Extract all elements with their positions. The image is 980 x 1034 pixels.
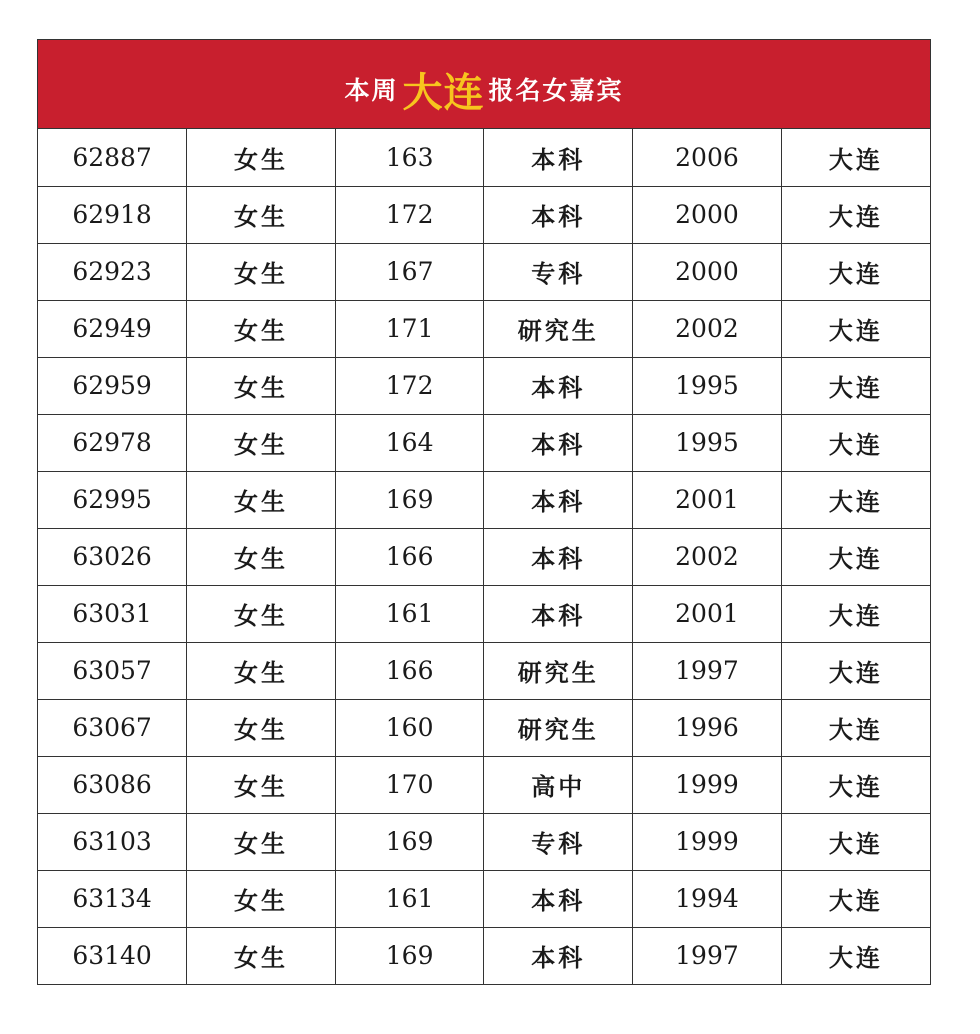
cell-city: 大连 — [781, 129, 930, 186]
cell-height: 169 — [335, 813, 484, 870]
cell-height: 172 — [335, 186, 484, 243]
cell-birth-year: 2001 — [633, 585, 782, 642]
cell-gender: 女生 — [187, 585, 336, 642]
cell-gender: 女生 — [187, 186, 336, 243]
cell-id: 63140 — [38, 927, 187, 984]
guest-table-body — [38, 129, 930, 984]
title-suffix: 报名女嘉宾 — [488, 76, 624, 105]
cell-education: 研究生 — [484, 300, 633, 357]
cell-gender: 女生 — [187, 642, 336, 699]
cell-city: 大连 — [781, 585, 930, 642]
cell-city: 大连 — [781, 243, 930, 300]
cell-id: 62918 — [38, 186, 187, 243]
cell-birth-year: 1997 — [633, 642, 782, 699]
cell-height: 166 — [335, 528, 484, 585]
cell-id: 63086 — [38, 756, 187, 813]
cell-id: 63103 — [38, 813, 187, 870]
cell-education: 专科 — [484, 813, 633, 870]
cell-height: 166 — [335, 642, 484, 699]
cell-city: 大连 — [781, 414, 930, 471]
cell-birth-year: 2000 — [633, 243, 782, 300]
cell-gender: 女生 — [187, 870, 336, 927]
cell-education: 专科 — [484, 243, 633, 300]
cell-gender: 女生 — [187, 927, 336, 984]
cell-id: 62887 — [38, 129, 187, 186]
cell-city: 大连 — [828, 944, 883, 973]
cell-gender: 女生 — [187, 813, 336, 870]
cell-education: 本科 — [484, 414, 633, 471]
cell-birth-year: 1995 — [633, 414, 782, 471]
cell-height: 171 — [335, 300, 484, 357]
cell-education: 本科 — [484, 129, 633, 186]
cell-education: 本科 — [484, 357, 633, 414]
cell-birth-year: 2002 — [633, 300, 782, 357]
cell-birth-year: 1994 — [633, 870, 782, 927]
cell-height: 172 — [335, 357, 484, 414]
table-row — [38, 471, 930, 528]
table-row — [38, 357, 930, 414]
title-banner — [38, 40, 930, 129]
cell-gender: 女生 — [187, 756, 336, 813]
cell-city: 大连 — [781, 186, 930, 243]
cell-gender: 女生 — [187, 243, 336, 300]
cell-id: 62995 — [38, 471, 187, 528]
cell-gender: 女生 — [187, 414, 336, 471]
cell-city: 大连 — [781, 528, 930, 585]
cell-id: 63057 — [38, 642, 187, 699]
cell-education: 本科 — [484, 186, 633, 243]
cell-education: 本科 — [484, 528, 633, 585]
cell-id: 63134 — [38, 870, 187, 927]
cell-height: 161 — [335, 585, 484, 642]
cell-city: 大连 — [781, 870, 930, 927]
cell-height: 160 — [335, 699, 484, 756]
cell-id: 62923 — [38, 243, 187, 300]
cell-city: 大连 — [781, 756, 930, 813]
cell-birth-year: 1996 — [633, 699, 782, 756]
table-row — [38, 243, 930, 300]
cell-education: 高中 — [484, 756, 633, 813]
cell-gender: 女生 — [187, 471, 336, 528]
cell-height: 170 — [335, 756, 484, 813]
table-row — [38, 813, 930, 870]
cell-education: 本科 — [484, 471, 633, 528]
table-row — [38, 642, 930, 699]
cell-education: 研究生 — [484, 642, 633, 699]
table-row — [38, 186, 930, 243]
cell-birth-year: 1995 — [633, 357, 782, 414]
cell-height: 167 — [335, 243, 484, 300]
cell-education: 本科 — [484, 585, 633, 642]
cell-id: 63026 — [38, 528, 187, 585]
table-row — [38, 585, 930, 642]
table-row — [38, 300, 930, 357]
cell-height: 169 — [335, 927, 484, 984]
cell-gender: 女生 — [187, 528, 336, 585]
cell-city: 大连 — [781, 642, 930, 699]
cell-birth-year: 1999 — [633, 813, 782, 870]
cell-birth-year: 1999 — [633, 756, 782, 813]
cell-height: 161 — [335, 870, 484, 927]
cell-education: 研究生 — [484, 699, 633, 756]
cell-birth-year: 2006 — [633, 129, 782, 186]
guest-table — [38, 129, 930, 984]
table-row — [38, 699, 930, 756]
table-row — [38, 927, 930, 984]
cell-gender: 女生 — [187, 129, 336, 186]
cell-city: 大连 — [781, 300, 930, 357]
cell-birth-year: 2001 — [633, 471, 782, 528]
cell-id: 62978 — [38, 414, 187, 471]
table-row — [38, 756, 930, 813]
cell-height: 163 — [335, 129, 484, 186]
cell-gender: 女生 — [187, 357, 336, 414]
cell-id: 63067 — [38, 699, 187, 756]
cell-city: 大连 — [781, 699, 930, 756]
title-prefix: 本周 — [344, 76, 399, 105]
cell-birth-year: 2002 — [633, 528, 782, 585]
cell-education: 本科 — [484, 927, 633, 984]
cell-birth-year: 2000 — [633, 186, 782, 243]
cell-education: 本科 — [484, 870, 633, 927]
table-row — [38, 414, 930, 471]
cell-id: 62959 — [38, 357, 187, 414]
table-row — [38, 528, 930, 585]
cell-gender: 女生 — [187, 300, 336, 357]
table-row — [38, 129, 930, 186]
title-city-highlight: 大连 — [402, 69, 485, 116]
cell-city: 大连 — [781, 471, 930, 528]
cell-city: 大连 — [781, 813, 930, 870]
cell-birth-year: 1997 — [633, 927, 782, 984]
cell-id: 63031 — [38, 585, 187, 642]
guest-table-sheet — [37, 39, 931, 985]
table-row — [38, 870, 930, 927]
cell-gender: 女生 — [187, 699, 336, 756]
cell-id: 62949 — [38, 300, 187, 357]
cell-height: 169 — [335, 471, 484, 528]
cell-height: 164 — [335, 414, 484, 471]
cell-city: 大连 — [781, 357, 930, 414]
